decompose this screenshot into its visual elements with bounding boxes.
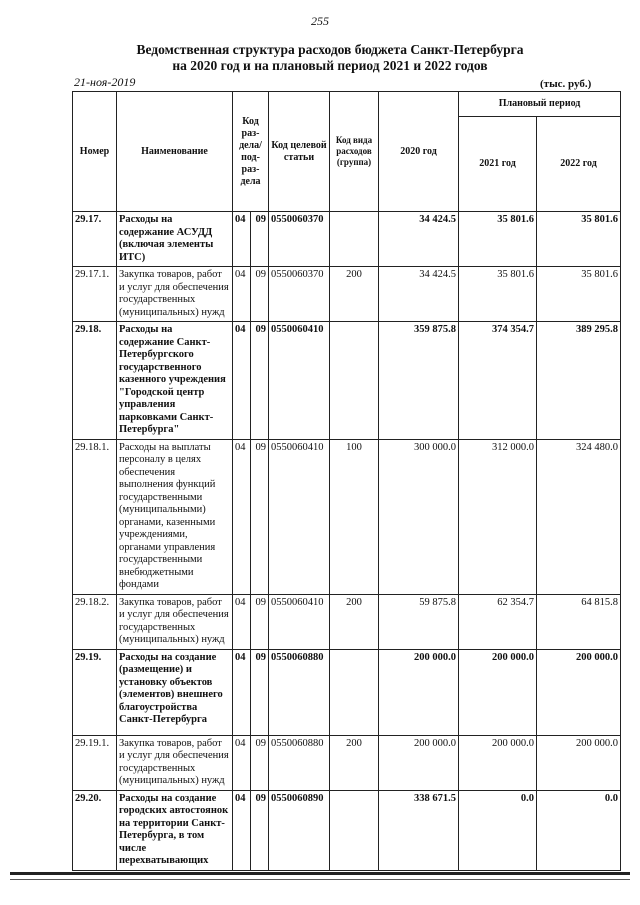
- row-subsection-code: 09: [251, 322, 269, 440]
- row-amount-2021: 200 000.0: [459, 649, 537, 735]
- row-number: 29.17.1.: [73, 267, 117, 322]
- header-2022: 2022 год: [537, 117, 621, 212]
- row-expense-type: 100: [330, 439, 379, 594]
- row-name: Расходы на содержание АСУДД (включая элементы ИТС): [117, 212, 233, 267]
- row-amount-2021: 62 354.7: [459, 594, 537, 649]
- header-section-code: Код раз-дела/ под-раз-дела: [233, 92, 269, 212]
- row-amount-2021: 0.0: [459, 790, 537, 870]
- table-body: [73, 212, 621, 871]
- row-number: 29.18.2.: [73, 594, 117, 649]
- row-section-code: 04: [233, 594, 251, 649]
- row-expense-type: 200: [330, 735, 379, 790]
- row-amount-2022: 35 801.6: [537, 267, 621, 322]
- row-number: 29.18.: [73, 322, 117, 440]
- row-expense-type: [330, 322, 379, 440]
- row-number: 29.20.: [73, 790, 117, 870]
- row-subsection-code: 09: [251, 649, 269, 735]
- header-planned-period: Плановый период: [459, 92, 621, 117]
- units-label: (тыс. руб.): [540, 78, 592, 90]
- row-expense-type: [330, 212, 379, 267]
- row-target-code: 0550060880: [269, 649, 330, 735]
- table-row: [73, 649, 621, 735]
- row-amount-2021: 200 000.0: [459, 735, 537, 790]
- table-row: [73, 322, 621, 440]
- row-subsection-code: 09: [251, 212, 269, 267]
- page-number: 255: [311, 14, 329, 28]
- row-number: 29.19.1.: [73, 735, 117, 790]
- row-target-code: 0550060410: [269, 594, 330, 649]
- row-expense-type: 200: [330, 594, 379, 649]
- budget-table: [72, 91, 621, 871]
- header-expense-type-code: Код вида расходов (группа): [330, 92, 379, 212]
- row-amount-2022: 200 000.0: [537, 649, 621, 735]
- row-name: Закупка товаров, работ и услуг для обеспечения государственных (муниципальных) нужд: [117, 735, 233, 790]
- row-target-code: 0550060370: [269, 267, 330, 322]
- row-amount-2022: 200 000.0: [537, 735, 621, 790]
- row-amount-2021: 374 354.7: [459, 322, 537, 440]
- table-row: [73, 439, 621, 594]
- table-row: [73, 267, 621, 322]
- document-title: [60, 42, 600, 74]
- row-expense-type: 200: [330, 267, 379, 322]
- row-amount-2022: 35 801.6: [537, 212, 621, 267]
- row-name: Закупка товаров, работ и услуг для обеспечения государственных (муниципальных) нужд: [117, 594, 233, 649]
- row-number: 29.18.1.: [73, 439, 117, 594]
- row-section-code: 04: [233, 267, 251, 322]
- row-amount-2022: 389 295.8: [537, 322, 621, 440]
- row-section-code: 04: [233, 212, 251, 267]
- row-section-code: 04: [233, 735, 251, 790]
- row-name: Расходы на создание городских автостоянок на территории Санкт-Петербурга, в том числе перехватывающих: [117, 790, 233, 870]
- table-row: [73, 735, 621, 790]
- row-number: 29.19.: [73, 649, 117, 735]
- document-date: 21-ноя-2019: [74, 75, 136, 89]
- row-subsection-code: 09: [251, 735, 269, 790]
- row-name: Расходы на создание (размещение) и установку объектов (элементов) внешнего благоустройства Санкт-Петербурга: [117, 649, 233, 735]
- table-row: [73, 594, 621, 649]
- row-amount-2021: 35 801.6: [459, 267, 537, 322]
- header-number: Номер: [73, 92, 117, 212]
- row-target-code: 0550060880: [269, 735, 330, 790]
- title-line-2: на 2020 год и на плановый период 2021 и 2022 годов: [172, 58, 488, 73]
- row-amount-2022: 324 480.0: [537, 439, 621, 594]
- row-subsection-code: 09: [251, 267, 269, 322]
- header-target-code: Код целевой статьи: [269, 92, 330, 212]
- row-target-code: 0550060890: [269, 790, 330, 870]
- row-target-code: 0550060410: [269, 322, 330, 440]
- row-expense-type: [330, 649, 379, 735]
- row-amount-2020: 34 424.5: [379, 267, 459, 322]
- row-amount-2022: 64 815.8: [537, 594, 621, 649]
- table-row: [73, 212, 621, 267]
- row-section-code: 04: [233, 322, 251, 440]
- row-name: Расходы на выплаты персоналу в целях обеспечения выполнения функций государственными (муниципальными) органами, казенными учреждениями, органами управления государственными внебюджетными фондами: [117, 439, 233, 594]
- row-amount-2020: 300 000.0: [379, 439, 459, 594]
- row-amount-2020: 34 424.5: [379, 212, 459, 267]
- row-amount-2020: 200 000.0: [379, 649, 459, 735]
- row-amount-2020: 200 000.0: [379, 735, 459, 790]
- row-amount-2022: 0.0: [537, 790, 621, 870]
- header-name: Наименование: [117, 92, 233, 212]
- row-section-code: 04: [233, 649, 251, 735]
- table-row: [73, 790, 621, 870]
- bottom-rule: [10, 872, 630, 875]
- row-subsection-code: 09: [251, 594, 269, 649]
- row-section-code: 04: [233, 790, 251, 870]
- row-number: 29.17.: [73, 212, 117, 267]
- row-amount-2020: 59 875.8: [379, 594, 459, 649]
- row-amount-2021: 312 000.0: [459, 439, 537, 594]
- row-target-code: 0550060370: [269, 212, 330, 267]
- row-amount-2020: 338 671.5: [379, 790, 459, 870]
- header-2020: 2020 год: [379, 92, 459, 212]
- title-line-1: Ведомственная структура расходов бюджета Санкт-Петербурга: [136, 42, 524, 57]
- bottom-rule-thin: [10, 879, 630, 880]
- row-expense-type: [330, 790, 379, 870]
- header-2021: 2021 год: [459, 117, 537, 212]
- row-name: Закупка товаров, работ и услуг для обеспечения государственных (муниципальных) нужд: [117, 267, 233, 322]
- row-target-code: 0550060410: [269, 439, 330, 594]
- row-subsection-code: 09: [251, 790, 269, 870]
- row-section-code: 04: [233, 439, 251, 594]
- row-subsection-code: 09: [251, 439, 269, 594]
- row-amount-2020: 359 875.8: [379, 322, 459, 440]
- row-name: Расходы на содержание Санкт-Петербургского государственного казенного учреждения "Городской центр управления парковками Санкт-Петербурга": [117, 322, 233, 440]
- row-amount-2021: 35 801.6: [459, 212, 537, 267]
